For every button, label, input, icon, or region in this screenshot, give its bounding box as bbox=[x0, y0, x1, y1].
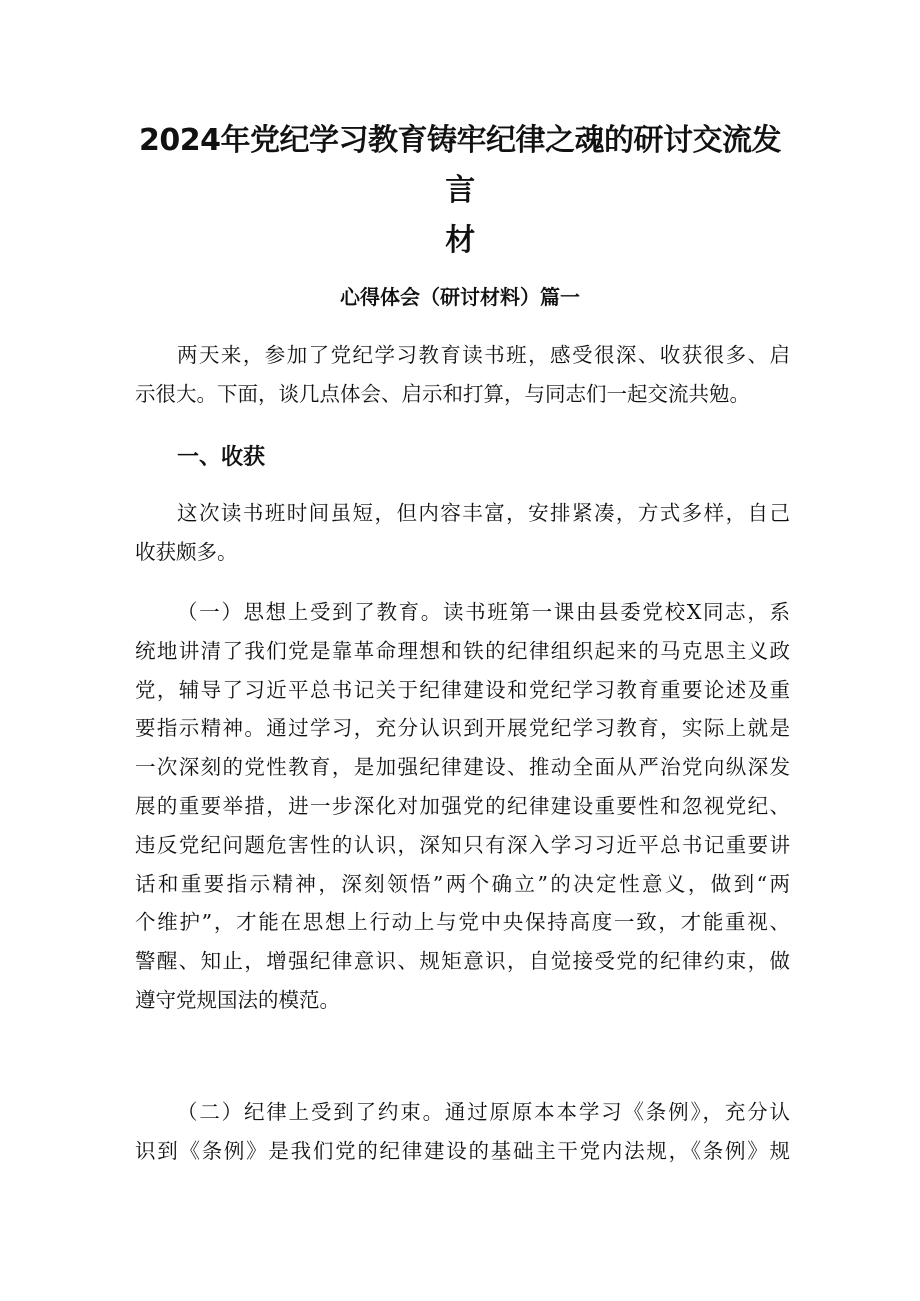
text-line: 统地讲清了我们党是靠革命理想和铁的纪律组织起来的马克思主义政 bbox=[135, 638, 790, 663]
heading-harvest: 一、收获 bbox=[177, 445, 266, 470]
document-title bbox=[130, 116, 790, 266]
intro-paragraph bbox=[135, 336, 790, 414]
text-line: 两天来，参加了党纪学习教育读书班，感受很深、收获很多、启 bbox=[177, 343, 790, 367]
document-title-line-1: 2024年党纪学习教育铸牢纪律之魂的研讨交流发言 bbox=[139, 123, 781, 208]
text-line: 话和重要指示精神，深刻领悟”两个确立”的决定性意义，做到“两 bbox=[135, 871, 790, 896]
text-line: 要指示精神。通过学习，充分认识到开展党纪学习教育，实际上就是 bbox=[135, 716, 790, 741]
text-line: 一次深刻的党性教育，是加强纪律建设、推动全面从严治党向纵深发 bbox=[135, 755, 790, 780]
harvest-paragraph bbox=[135, 494, 790, 572]
text-line: 展的重要举措，进一步深化对加强党的纪律建设重要性和忽视党纪、 bbox=[135, 793, 790, 818]
text-line: 党，辅导了习近平总书记关于纪律建设和党纪学习教育重要论述及重 bbox=[135, 677, 790, 702]
text-line: （一）思想上受到了教育。读书班第一课由县委党校X同志，系 bbox=[177, 600, 790, 624]
text-line: 这次读书班时间虽短，但内容丰富，安排紧凑，方式多样，自己 bbox=[177, 501, 790, 525]
section-heading: 心得体会（研讨材料）篇一 bbox=[340, 285, 580, 309]
text-line: 遵守党规国法的模范。 bbox=[135, 987, 340, 1012]
text-line: 警醒、知止，增强纪律意识、规矩意识，自觉接受党的纪律约束，做 bbox=[135, 949, 790, 974]
document-title-line-2: 材 bbox=[445, 223, 475, 258]
text-line: 示很大。下面，谈几点体会、启示和打算，与同志们一起交流共勉。 bbox=[135, 381, 750, 406]
text-line: 收获颇多。 bbox=[135, 539, 238, 564]
text-line: 违反党纪问题危害性的认识，深知只有深入学习习近平总书记重要讲 bbox=[135, 832, 790, 857]
discipline-constraint-paragraph bbox=[135, 1093, 790, 1171]
text-line: （二）纪律上受到了约束。通过原原本本学习《条例》，充分认 bbox=[177, 1100, 790, 1124]
text-line: 识到《条例》是我们党的纪律建设的基础主干党内法规，《条例》规 bbox=[135, 1138, 790, 1163]
thought-education-paragraph bbox=[135, 593, 790, 1020]
text-line: 个维护”，才能在思想上行动上与党中央保持高度一致，才能重视、 bbox=[135, 910, 790, 935]
